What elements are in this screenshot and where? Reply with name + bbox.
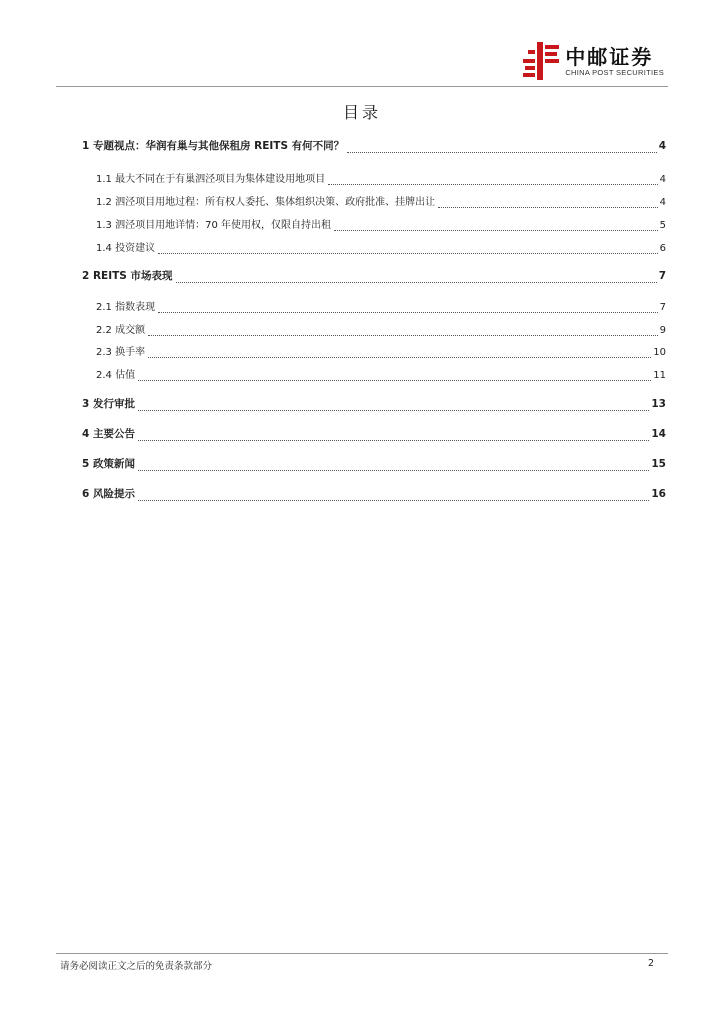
toc-entry[interactable] <box>82 426 666 444</box>
toc-entry-page: 9 <box>659 325 666 336</box>
toc-entry-label: 2.2 成交额 <box>96 325 146 336</box>
toc-entry[interactable] <box>82 268 666 286</box>
toc-entry-label: 4 主要公告 <box>82 428 135 440</box>
toc-entry-page: 4 <box>659 197 666 208</box>
toc-entry[interactable] <box>96 343 666 361</box>
toc-entry-page: 6 <box>659 243 666 254</box>
toc-title: 目录 <box>342 103 381 122</box>
toc-leader-dots <box>148 356 651 358</box>
toc-entry-label: 1.3 泗泾项目用地详情：70 年使用权，仅限自持出租 <box>96 220 331 231</box>
toc-leader-dots <box>328 183 658 185</box>
toc-leader-dots <box>334 229 658 231</box>
toc-leader-dots <box>347 151 657 153</box>
toc-entry-label: 3 发行审批 <box>82 398 135 410</box>
toc-entry-label: 2.4 估值 <box>96 370 136 381</box>
toc-leader-dots <box>138 499 649 501</box>
toc-entry-page: 15 <box>651 458 666 470</box>
toc-entry[interactable] <box>96 321 666 339</box>
toc-entry-label: 6 风险提示 <box>82 488 135 500</box>
toc-entry[interactable] <box>96 239 666 257</box>
logo-chinese-text: 中邮证券 <box>565 45 654 69</box>
logo-english-text: CHINA POST SECURITIES <box>565 68 664 77</box>
toc-entry-page: 4 <box>658 140 666 152</box>
company-logo <box>523 42 664 82</box>
toc-leader-dots <box>138 469 649 471</box>
toc-entry[interactable] <box>96 366 666 384</box>
toc-entry[interactable] <box>96 298 666 316</box>
toc-leader-dots <box>138 409 649 411</box>
toc-entry[interactable] <box>82 486 666 504</box>
footer-disclaimer: 请务必阅读正文之后的免责条款部分 <box>60 961 213 972</box>
toc-entry-page: 7 <box>658 270 666 282</box>
toc-entry-page: 7 <box>659 302 666 313</box>
toc-entry-page: 16 <box>651 488 666 500</box>
header-divider <box>56 86 668 87</box>
toc-entry-label: 1 专题视点：华润有巢与其他保租房 REITS 有何不同？ <box>82 140 345 152</box>
page-header <box>56 40 668 86</box>
toc-leader-dots <box>138 379 651 381</box>
china-post-logo-icon <box>523 42 559 80</box>
toc-entry[interactable] <box>96 193 666 211</box>
toc-entry-page: 13 <box>651 398 666 410</box>
toc-leader-dots <box>158 311 658 313</box>
page-number: 2 <box>647 958 654 969</box>
toc-leader-dots <box>138 439 649 441</box>
toc-entry-page: 5 <box>659 220 666 231</box>
toc-entry-page: 10 <box>653 347 666 358</box>
toc-entry-label: 2.3 换手率 <box>96 347 146 358</box>
footer-divider <box>56 953 668 954</box>
toc-entry-label: 1.4 投资建议 <box>96 243 156 254</box>
toc-entry-label: 2.1 指数表现 <box>96 302 156 313</box>
toc-entry-label: 1.1 最大不同在于有巢泗泾项目为集体建设用地项目 <box>96 174 326 185</box>
toc-entry-page: 11 <box>653 370 666 381</box>
toc-entry[interactable] <box>82 456 666 474</box>
toc-entry[interactable] <box>96 170 666 188</box>
toc-leader-dots <box>148 334 658 336</box>
toc-entry[interactable] <box>82 138 666 156</box>
toc-entry[interactable] <box>96 216 666 234</box>
toc-leader-dots <box>158 252 658 254</box>
toc-entry-label: 1.2 泗泾项目用地过程：所有权人委托、集体组织决策、政府批准、挂牌出让 <box>96 197 436 208</box>
toc-leader-dots <box>176 281 657 283</box>
toc-entry[interactable] <box>82 396 666 414</box>
toc-entry-label: 2 REITS 市场表现 <box>82 270 173 282</box>
toc-entry-page: 14 <box>651 428 666 440</box>
toc-entry-label: 5 政策新闻 <box>82 458 135 470</box>
toc-entry-page: 4 <box>659 174 666 185</box>
toc-leader-dots <box>438 206 658 208</box>
